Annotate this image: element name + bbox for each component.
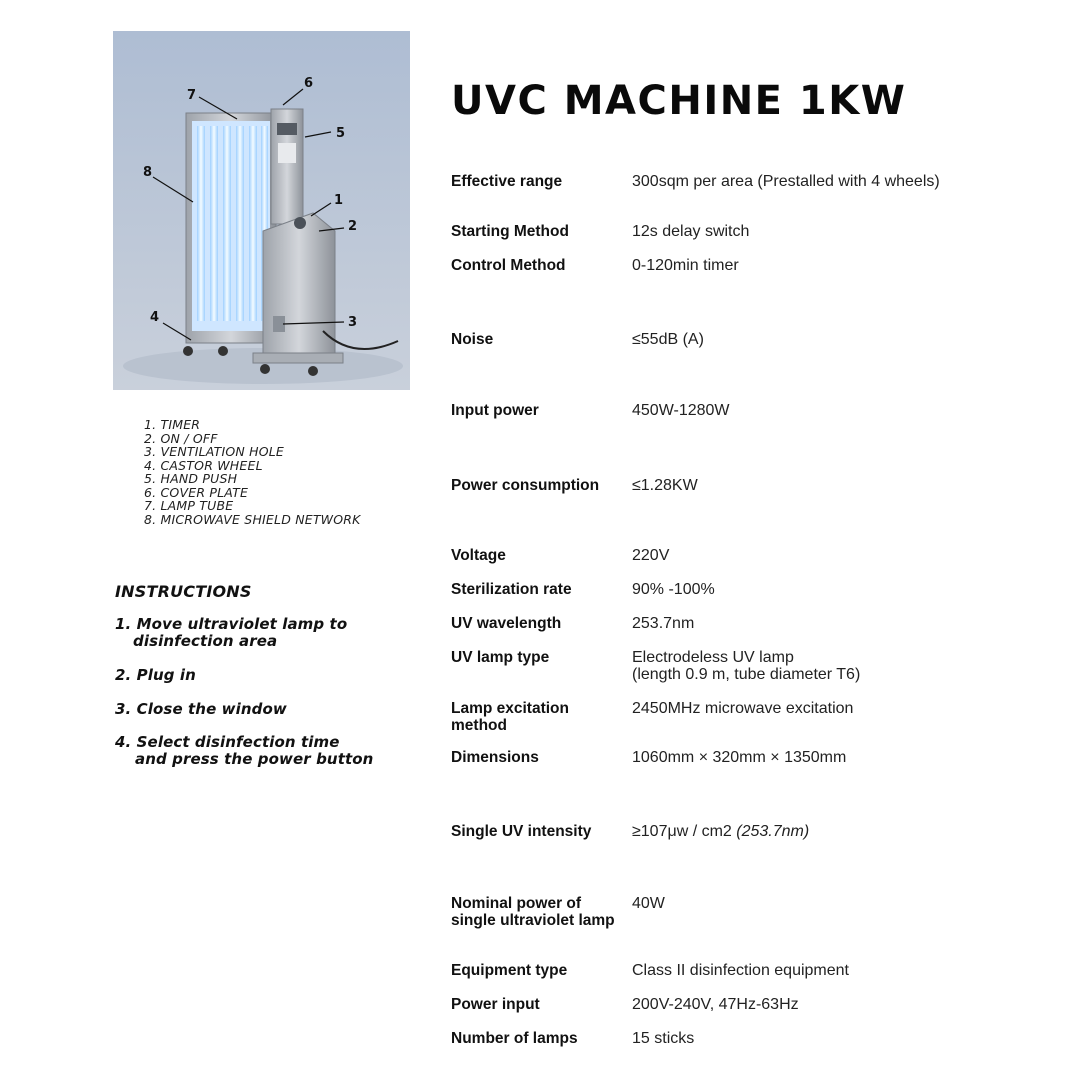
- spec-value: 12s delay switch: [632, 223, 750, 240]
- spec-label: Sterilization rate: [451, 581, 572, 598]
- spec-value: Electrodeless UV lamp (length 0.9 m, tube diameter T6): [632, 649, 861, 683]
- spec-value: Class II disinfection equipment: [632, 962, 849, 979]
- spec-value: 2450MHz microwave excitation: [632, 700, 854, 717]
- spec-value: 1060mm × 320mm × 1350mm: [632, 749, 847, 766]
- legend-item: 6. COVER PLATE: [144, 484, 249, 500]
- spec-label: Voltage: [451, 547, 506, 564]
- spec-value-note: (253.7nm): [736, 823, 810, 840]
- legend-item: 3. VENTILATION HOLE: [144, 444, 285, 459]
- page-title: UVC MACHINE 1KW: [451, 78, 907, 124]
- step-line: 4. Select disinfection time: [115, 733, 340, 751]
- spec-label: Single UV intensity: [451, 823, 592, 840]
- spec-value: 15 sticks: [632, 1030, 695, 1047]
- legend-item: 8. MICROWAVE SHIELD NETWORK: [144, 511, 361, 527]
- callout-3: 3: [348, 315, 358, 330]
- callout-6: 6: [304, 76, 314, 91]
- legend-item: 1. TIMER: [144, 417, 201, 432]
- instruction-step: [115, 667, 196, 684]
- instruction-step: [115, 701, 287, 718]
- spec-value: 200V-240V, 47Hz-63Hz: [632, 996, 799, 1013]
- instruction-step: [115, 616, 347, 650]
- callout-1: 1: [334, 193, 344, 208]
- instructions-title: INSTRUCTIONS: [115, 582, 252, 601]
- spec-label: Equipment type: [451, 962, 568, 979]
- callout-8: 8: [143, 165, 153, 180]
- step-line: and press the power button: [135, 750, 374, 768]
- spec-label: Number of lamps: [451, 1030, 578, 1047]
- spec-value-main: ≥107μw / cm2: [632, 823, 732, 840]
- spec-label: Nominal power of single ultraviolet lamp: [451, 895, 615, 929]
- legend-item: 7. LAMP TUBE: [144, 498, 234, 513]
- spec-value: 40W: [632, 895, 665, 912]
- callout-2: 2: [348, 219, 358, 234]
- spec-value: 0-120min timer: [632, 257, 739, 274]
- spec-value: 300sqm per area (Prestalled with 4 wheels): [632, 173, 940, 190]
- spec-label: UV lamp type: [451, 649, 550, 666]
- step-line: 1. Move ultraviolet lamp to: [115, 615, 348, 633]
- product-photo: [113, 31, 410, 390]
- spec-label: Lamp excitation method: [451, 700, 569, 734]
- spec-value: ≤1.28KW: [632, 477, 698, 494]
- spec-value: ≤55dB (A): [632, 331, 704, 348]
- legend-item: 4. CASTOR WHEEL: [144, 457, 263, 473]
- step-line: 3. Close the window: [115, 700, 287, 718]
- spec-value: 450W-1280W: [632, 402, 730, 419]
- spec-label: Control Method: [451, 257, 566, 274]
- spec-label: Starting Method: [451, 223, 569, 240]
- step-line: 2. Plug in: [115, 666, 196, 684]
- spec-label: UV wavelength: [451, 615, 562, 632]
- parts-legend: [144, 418, 361, 526]
- callout-4: 4: [150, 310, 160, 325]
- legend-item: 5. HAND PUSH: [144, 471, 238, 486]
- instruction-step: [115, 734, 373, 768]
- spec-label: Power consumption: [451, 477, 600, 494]
- callout-7: 7: [187, 88, 197, 103]
- spec-label: Effective range: [451, 173, 563, 190]
- spec-label: Noise: [451, 331, 494, 348]
- legend-item: 2. ON / OFF: [144, 430, 218, 446]
- spec-label: Dimensions: [451, 749, 539, 766]
- spec-label: Input power: [451, 402, 539, 419]
- step-line: disinfection area: [133, 632, 278, 650]
- spec-value: 90% -100%: [632, 581, 715, 598]
- callout-5: 5: [336, 126, 346, 141]
- spec-value: 220V: [632, 547, 670, 564]
- spec-value: 253.7nm: [632, 615, 695, 632]
- spec-value: [632, 824, 1052, 841]
- spec-label: Power input: [451, 996, 540, 1013]
